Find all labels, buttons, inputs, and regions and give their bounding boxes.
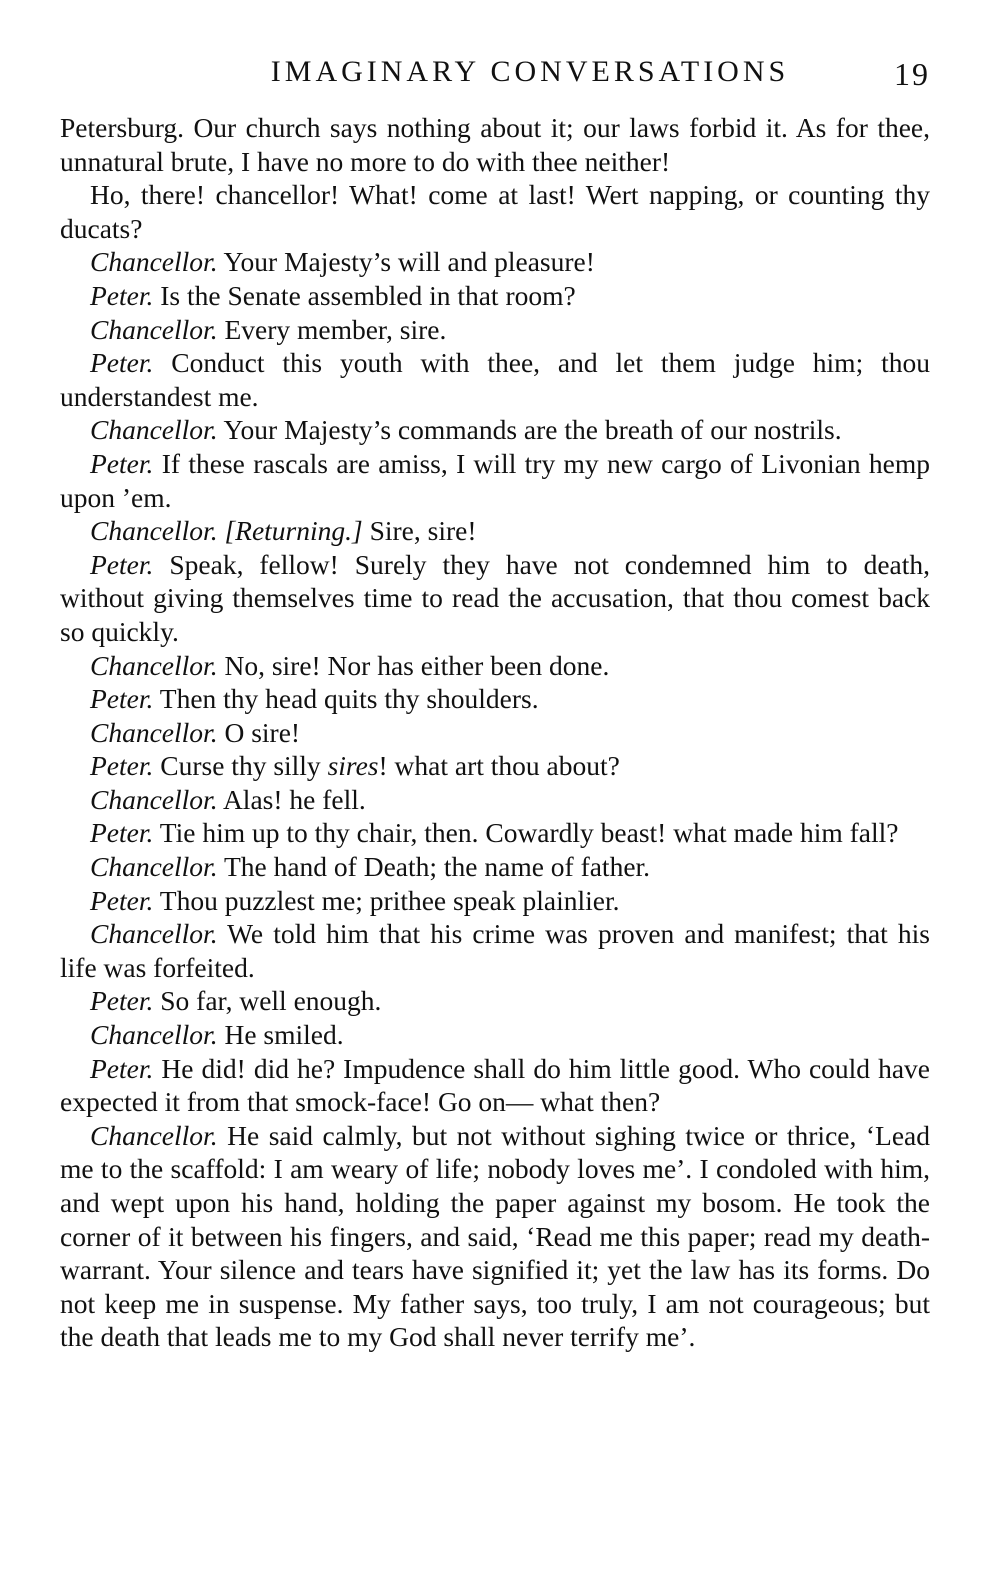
speaker-name: Peter. bbox=[90, 817, 154, 849]
dialogue-text: If these rascals are amiss, I will try my new cargo of Livonian hemp upon ’em. bbox=[60, 447, 930, 513]
speaker-name: Peter. bbox=[90, 447, 154, 479]
speaker-name: Peter. bbox=[90, 548, 154, 580]
dialogue-line bbox=[60, 245, 930, 279]
dialogue-text: Curse thy silly bbox=[160, 750, 321, 782]
dialogue-text: No, sire! Nor has either been done. bbox=[224, 649, 610, 681]
running-title: IMAGINARY CONVERSATIONS bbox=[270, 55, 790, 88]
dialogue-text: Your Majesty’s commands are the breath of our nostrils. bbox=[223, 414, 842, 446]
dialogue-line bbox=[60, 682, 930, 716]
dialogue-text: He did! did he? Impudence shall do him little good. Who could have expected it from that smock-face! Go on— what then? bbox=[60, 1052, 930, 1118]
dialogue-text: Then thy head quits thy shoulders. bbox=[159, 683, 539, 715]
speaker-name: Peter. bbox=[90, 884, 154, 916]
speaker-name: Chancellor. bbox=[90, 783, 218, 815]
dialogue-line bbox=[60, 413, 930, 447]
dialogue-text: We told him that his crime was proven and manifest; that his life was forfeited. bbox=[60, 918, 930, 983]
dialogue-text: O sire! bbox=[224, 716, 301, 748]
dialogue-line bbox=[60, 1052, 930, 1119]
dialogue-text: The hand of Death; the name of father. bbox=[223, 851, 651, 883]
dialogue-line bbox=[60, 783, 930, 817]
dialogue-line bbox=[60, 514, 930, 548]
speaker-name: Peter. bbox=[90, 985, 154, 1017]
speaker-name: Chancellor. bbox=[90, 851, 218, 883]
speaker-name: Chancellor. bbox=[90, 414, 218, 446]
body-text bbox=[60, 111, 930, 1354]
stage-direction: [Returning.] bbox=[224, 515, 363, 547]
dialogue-line bbox=[60, 1018, 930, 1052]
dialogue-text: So far, well enough. bbox=[160, 985, 382, 1017]
dialogue-line bbox=[60, 816, 930, 850]
dialogue-text: Is the Senate assembled in that room? bbox=[160, 279, 576, 311]
speaker-name: Chancellor. bbox=[90, 313, 218, 345]
page-number: 19 bbox=[894, 56, 930, 92]
dialogue-line bbox=[60, 548, 930, 649]
dialogue-line bbox=[60, 279, 930, 313]
speaker-name: Peter. bbox=[90, 683, 154, 715]
speaker-name: Peter. bbox=[90, 1052, 154, 1084]
speaker-name: Peter. bbox=[90, 279, 154, 311]
dialogue-text: Conduct this youth with thee, and let them judge him; thou understandest me. bbox=[60, 347, 931, 412]
dialogue-text: Thou puzzlest me; prithee speak plainlier. bbox=[159, 884, 620, 916]
dialogue-text: Tie him up to thy chair, then. Cowardly beast! what made him fall? bbox=[159, 817, 899, 849]
speaker-name: Chancellor. bbox=[90, 515, 218, 547]
dialogue-line bbox=[60, 1119, 930, 1354]
dialogue-text: Your Majesty’s will and pleasure! bbox=[223, 246, 595, 278]
speaker-name: Chancellor. bbox=[90, 918, 218, 950]
emphasized-word: sires bbox=[327, 750, 379, 782]
dialogue-line bbox=[60, 447, 930, 514]
speaker-name: Chancellor. bbox=[90, 649, 218, 681]
dialogue-line bbox=[60, 984, 930, 1018]
dialogue-line bbox=[60, 850, 930, 884]
dialogue-text: Every member, sire. bbox=[224, 313, 447, 345]
paragraph bbox=[60, 111, 930, 178]
speaker-name: Peter. bbox=[90, 750, 154, 782]
speaker-name: Chancellor. bbox=[90, 246, 218, 278]
speaker-name: Chancellor. bbox=[90, 1019, 218, 1051]
speaker-name: Chancellor. bbox=[90, 716, 218, 748]
paragraph bbox=[60, 178, 930, 245]
speaker-name: Chancellor. bbox=[90, 1119, 218, 1151]
page-header bbox=[60, 52, 930, 96]
dialogue-text: Speak, fellow! Surely they have not condemned him to death, without giving themselves time to read the accusation, that thou comest back so quickly. bbox=[60, 548, 931, 647]
dialogue-text: ! what art thou about? bbox=[378, 750, 620, 782]
dialogue-text: Alas! he fell. bbox=[222, 783, 366, 815]
paragraph-text: Petersburg. Our church says nothing about it; our laws forbid it. As for thee, unnatural brute, I have no more to do with thee neither! bbox=[60, 112, 930, 177]
dialogue-line bbox=[60, 346, 930, 413]
paragraph-text: Ho, there! chancellor! What! come at last! Wert napping, or counting thy ducats? bbox=[60, 179, 930, 244]
dialogue-line bbox=[60, 716, 930, 750]
dialogue-line bbox=[60, 917, 930, 984]
dialogue-text: Sire, sire! bbox=[369, 515, 477, 547]
dialogue-line bbox=[60, 649, 930, 683]
speaker-name: Peter. bbox=[90, 347, 154, 379]
dialogue-line bbox=[60, 749, 930, 783]
dialogue-text: He smiled. bbox=[224, 1019, 344, 1051]
dialogue-line bbox=[60, 313, 930, 347]
dialogue-line bbox=[60, 884, 930, 918]
dialogue-text: He said calmly, but not without sighing twice or thrice, ‘Lead me to the scaffold: I am weary of life; nobody loves me’. I condoled with him, and wept upon his hand, holding the paper against my bosom. He took the corner of it between his fingers, and said, ‘Read me this paper; read my death-warrant. Your silence and tears have signified it; yet the law has its forms. Do not keep me in suspense. My father says, too truly, I am not courageous; but the death that leads me to my God shall never terrify me’. bbox=[60, 1119, 930, 1353]
